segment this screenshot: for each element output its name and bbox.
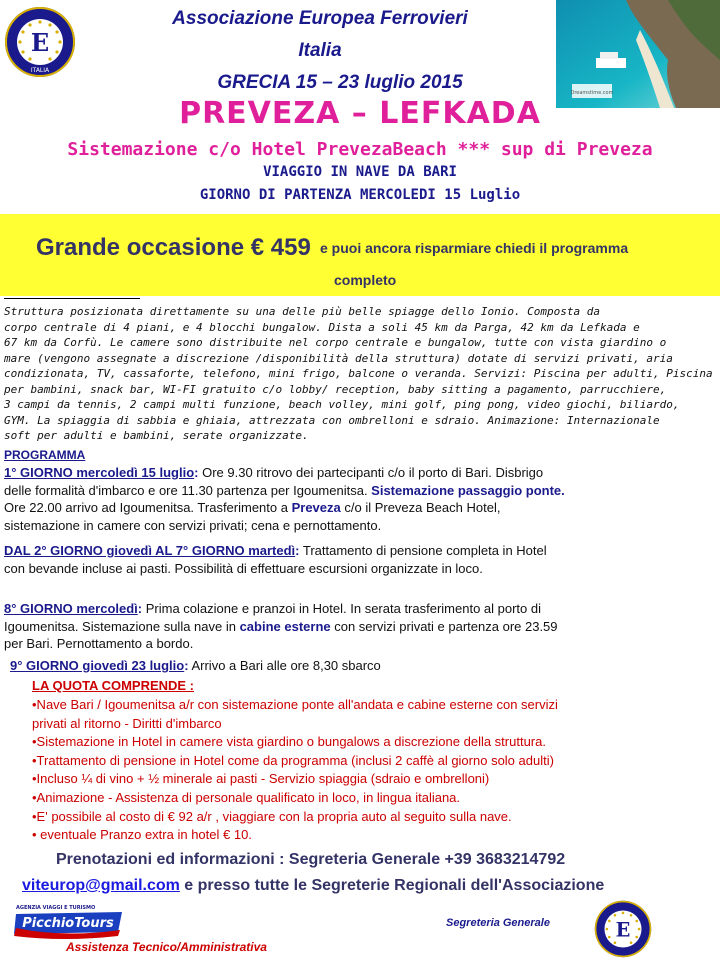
logo-letter: E bbox=[30, 28, 50, 57]
aef-emblem-small-icon bbox=[594, 900, 652, 958]
quota-item: •Incluso ¼ di vino + ½ minerale ai pasti - Servizio spiaggia (sdraio e ombrelloni) bbox=[32, 771, 490, 787]
logo-letter: E bbox=[615, 918, 631, 942]
org-name: Associazione Europea Ferrovieri bbox=[172, 8, 468, 29]
description-line: Struttura posizionata direttamente su una delle più belle spiagge dello Ionio. Composta da bbox=[4, 305, 601, 318]
description-line: soft per adulti e bambini, serate organizzate. bbox=[4, 429, 309, 442]
day-1-heading: 1° GIORNO mercoledì 15 luglio bbox=[4, 465, 195, 480]
quota-item: •E' possibile al costo di € 92 a/r , viaggiare con la propria auto al seguito sulla nave. bbox=[32, 808, 512, 824]
day-8: 8° GIORNO mercoledì: Prima colazione e pranzoi in Hotel. In serata trasferimento al porto di Igoumenitsa. Sistemazione sulla nave in cabine esterne con servizi privati e partenza ore 23.59 per Bari. Pernottamento a bordo. bbox=[4, 601, 558, 651]
booking-info: Prenotazioni ed informazioni : Segreteria Generale +39 3683214792 bbox=[56, 851, 566, 868]
description-line: per bambini, snack bar, WI-FI gratuito c/o lobby/ reception, baby sitting a pagamento, parrucchiere, bbox=[4, 382, 667, 396]
day-1: 1° GIORNO mercoledì 15 luglio: Ore 9.30 ritrovo dei partecipanti c/o il porto di Bari. Disbrigo delle formalità d'imbarco e ore 11.30 partenza per Igoumenitsa. Sistemazione passaggio ponte. Ore 22.00 arrivo ad Igoumenitsa. Trasferimento a Preveza c/o il Preveza Beach Hotel, sistemazione in camere con servizi privati; cena e pernottamento. bbox=[4, 465, 565, 533]
quota-item: •Trattamento di pensione in Hotel come da programma (inclusi 2 caffè al giorno solo adulti) bbox=[32, 752, 554, 768]
description-line: condizionata, TV, cassaforte, telefono, mini frigo, balcone o veranda. Servizi: Piscina per adulti, Piscina bbox=[4, 367, 713, 380]
description-line: mare (vengono assegnate a discrezione /disponibilità della struttura) dotate di servizi privati, aria bbox=[4, 351, 673, 365]
org-country: Italia bbox=[298, 40, 342, 61]
email-link[interactable]: viteurop@gmail.com bbox=[22, 877, 180, 894]
quota-item: •Animazione - Assistenza di personale qualificato in loco, in lingua italiana. bbox=[32, 789, 461, 805]
contact-line: viteurop@gmail.com e presso tutte le Segreterie Regionali dell'Associazione bbox=[22, 877, 605, 894]
promo-price: Grande occasione € 459 bbox=[36, 234, 311, 261]
agency-tagline: AGENZIA VIAGGI E TURISMO bbox=[16, 905, 96, 911]
trip-dates: GRECIA 15 – 23 luglio 2015 bbox=[217, 72, 463, 93]
ship-line: VIAGGIO IN NAVE DA BARI bbox=[263, 164, 457, 180]
quota-item: •Sistemazione in Hotel in camere vista giardino o bungalows a discrezione della struttura. bbox=[32, 734, 546, 750]
segreteria-label: Segreteria Generale bbox=[446, 917, 550, 929]
quota-item: • eventuale Pranzo extra in hotel € 10. bbox=[32, 827, 252, 843]
agency-name: PicchioTours bbox=[22, 916, 114, 931]
promo-subtext: e puoi ancora risparmiare chiedi il programma bbox=[320, 240, 629, 256]
assistance-label: Assistenza Tecnico/Amministrativa bbox=[66, 940, 267, 954]
quota-item: •Nave Bari / Igoumenitsa a/r con sistemazione ponte all'andata e cabine esterne con servizi bbox=[32, 697, 558, 712]
trip-title: PREVEZA – LEFKADA bbox=[179, 96, 541, 131]
picchiotours-logo-icon bbox=[14, 902, 124, 942]
quota-heading: LA QUOTA COMPRENDE : bbox=[32, 678, 195, 693]
hotel-line: Sistemazione c/o Hotel PrevezaBeach *** sup di Preveza bbox=[67, 139, 653, 160]
description-line: 3 campi da tennis, 2 campi multi funzione, beach volley, mini golf, ping pong, video giochi, biliardo, bbox=[4, 398, 680, 411]
day-2-7: DAL 2° GIORNO giovedì AL 7° GIORNO martedì: Trattamento di pensione completa in Hotel con bevande incluse ai pasti. Possibilità di effettuare escursioni organizzate in loco. bbox=[4, 543, 547, 576]
day-2-7-heading: DAL 2° GIORNO giovedì AL 7° GIORNO martedì bbox=[4, 543, 296, 558]
day-9: 9° GIORNO giovedì 23 luglio: Arrivo a Bari alle ore 8,30 sbarco bbox=[10, 658, 381, 673]
description-line: GYM. La spiaggia di sabbia e ghiaia, attrezzata con ombrelloni e sdraio. Animazione: Internazionale bbox=[4, 413, 660, 427]
divider bbox=[4, 298, 140, 299]
quota-list bbox=[32, 696, 718, 845]
promo-banner bbox=[0, 214, 720, 296]
description-line: corpo centrale di 4 piani, e 4 blocchi bungalow. Dista a soli 45 km da Parga, 42 km da Lefkada e bbox=[4, 320, 640, 334]
promo-subtext-2: completo bbox=[334, 272, 397, 288]
description-line: 67 km da Corfù. Le camere sono distribuite nel corpo centrale e bungalow, tutte con vista giardino o bbox=[4, 336, 667, 349]
departure-line: GIORNO DI PARTENZA MERCOLEDI 15 Luglio bbox=[199, 187, 521, 203]
hotel-description bbox=[4, 304, 716, 444]
photo-caption: Dreamstime.com bbox=[570, 90, 614, 96]
day-8-heading: 8° GIORNO mercoledì bbox=[4, 601, 138, 616]
day-9-heading: 9° GIORNO giovedì 23 luglio bbox=[10, 658, 185, 673]
logo-center-text: ITALIA bbox=[30, 67, 50, 74]
programma-heading: PROGRAMMA bbox=[4, 448, 86, 462]
quota-item: privati al ritorno - Diritti d'imbarco bbox=[32, 715, 222, 731]
